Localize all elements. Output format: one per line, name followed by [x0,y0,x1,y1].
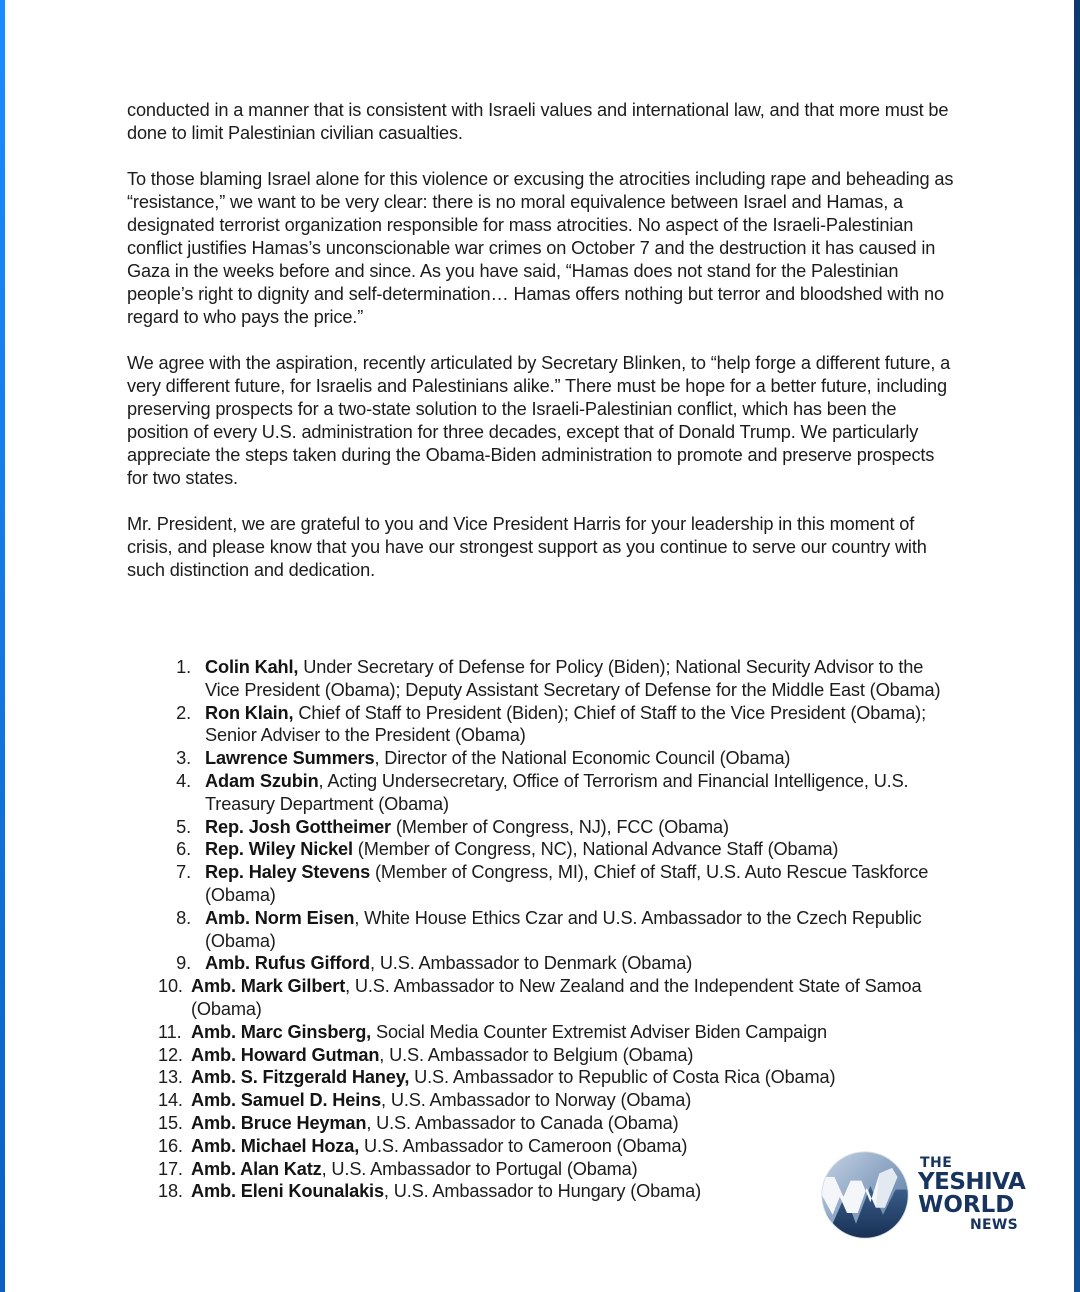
signer-description: (Member of Congress, NJ), FCC (Obama) [390,816,729,837]
item-number: 15. [158,1112,183,1133]
list-item [150,656,960,702]
list-item [150,952,960,975]
signer-description: Social Media Counter Extremist Adviser Biden Campaign [371,1021,827,1042]
right-frame-border [1074,0,1080,1292]
signer-description: , White House Ethics Czar and U.S. Ambassador to the Czech Republic (Obama) [205,907,922,951]
yeshiva-world-news-watermark [820,1150,1030,1240]
item-number: 18. [158,1181,183,1202]
signer-description: , U.S. Ambassador to New Zealand and the Independent State of Samoa (Obama) [191,976,922,1019]
list-item [150,770,960,816]
paragraph-continuation: conducted in a manner that is consistent with Israeli values and international law, and that more must be done to limit Palestinian civilian casualties. [127,100,949,143]
item-number: 13. [158,1067,183,1088]
signer-name: Lawrence Summers [205,748,375,769]
signer-name: Amb. S. Fitzgerald Haney, [191,1067,410,1088]
item-number: 5. [176,816,191,837]
list-item [150,975,960,1021]
item-number: 12. [158,1044,183,1065]
signer-name: Colin Kahl, [205,657,299,677]
signer-name: Ron Klain, [205,702,294,723]
list-item [150,816,960,839]
signer-description: (Member of Congress, NC), National Advance Staff (Obama) [352,839,839,860]
item-number: 9. [176,953,191,974]
list-item [150,838,960,861]
signer-description: , Acting Undersecretary, Office of Terrorism and Financial Intelligence, U.S. Treasury Department (Obama) [205,770,909,814]
signer-description: (Member of Congress, MI), Chief of Staff, U.S. Auto Rescue Taskforce (Obama) [205,862,929,905]
item-number: 14. [158,1090,183,1111]
signer-description: U.S. Ambassador to Cameroon (Obama) [359,1135,688,1156]
signer-description: , Director of the National Economic Council (Obama) [374,748,791,769]
signer-description: U.S. Ambassador to Republic of Costa Rica (Obama) [409,1067,836,1088]
signer-name: Rep. Haley Stevens [205,862,371,883]
signer-description: , U.S. Ambassador to Portugal (Obama) [321,1158,638,1179]
signer-name: Amb. Alan Katz [191,1158,322,1179]
item-number: 1. [176,657,191,677]
item-number: 2. [176,702,191,723]
signer-name: Amb. Mark Gilbert [191,976,346,997]
signer-description: , U.S. Ambassador to Norway (Obama) [381,1090,692,1111]
yeshiva-world-globe-icon [820,1150,910,1240]
item-number: 17. [158,1158,183,1179]
list-item [150,1021,960,1044]
list-item [150,1089,960,1112]
item-number: 6. [176,839,191,860]
signer-description: , U.S. Ambassador to Denmark (Obama) [370,953,693,974]
item-number: 3. [176,748,191,769]
list-item [150,907,960,953]
paragraph-two-state-solution: We agree with the aspiration, recently articulated by Secretary Blinken, to “help forge a different future, a very different future, for Israelis and Palestinians alike.” There must be hope for a better future, including preserving prospects for a two-state solution to the Israeli-Palestinian conflict, which has been the position of every U.S. administration for three decades, except that of Donald Trump. We particularly appreciate the steps taken during the Obama-Biden administration to promote and preserve prospects for two states. [127,353,951,488]
signer-name: Amb. Michael Hoza, [191,1135,360,1156]
item-number: 11. [158,1021,182,1042]
signer-description: Chief of Staff to President (Biden); Chief of Staff to the Vice President (Obama); Senior Adviser to the President (Obama) [205,702,926,746]
list-item [150,747,960,770]
watermark-wordmark [916,1156,1026,1232]
list-item [150,1112,960,1135]
signer-name: Rep. Josh Gottheimer [205,816,391,837]
signatories-list [150,656,960,1203]
list-item [150,861,960,907]
paragraph-moral-equivalence: To those blaming Israel alone for this violence or excusing the atrocities including rape and beheading as “resistance,” we want to be very clear: there is no moral equivalence between Israel and Hamas, a designated terrorist organization responsible for mass atrocities. No aspect of the Israeli-Palestinian conflict justifies Hamas’s unconscionable war crimes on October 7 and the destruction it has caused in Gaza in the weeks before and since. As you have said, “Hamas does not stand for the Palestinian people’s right to dignity and self-determination… Hamas offers nothing but terror and bloodshed with no regard to who pays the price.” [127,169,954,327]
item-number: 10. [158,976,183,997]
item-number: 16. [158,1135,183,1156]
list-item [150,1044,960,1067]
list-item [150,1066,960,1089]
signer-name: Amb. Norm Eisen [205,907,355,928]
paragraph-closing: Mr. President, we are grateful to you and Vice President Harris for your leadership in this moment of crisis, and please know that you have our strongest support as you continue to serve our country with such distinction and dedication. [127,514,927,580]
item-number: 8. [176,907,191,928]
signer-name: Amb. Bruce Heyman [191,1112,367,1133]
signer-description: , U.S. Ambassador to Hungary (Obama) [383,1181,701,1202]
watermark-the: THE [920,1155,953,1171]
signer-description: , U.S. Ambassador to Canada (Obama) [366,1112,679,1133]
signer-name: Amb. Howard Gutman [191,1044,380,1065]
list-item [150,702,960,748]
signer-description: , U.S. Ambassador to Belgium (Obama) [379,1044,694,1065]
left-frame-border [0,0,5,1292]
signer-name: Amb. Rufus Gifford [205,953,371,974]
signer-name: Amb. Eleni Kounalakis [191,1181,384,1202]
signer-name: Amb. Samuel D. Heins [191,1090,382,1111]
signer-name: Rep. Wiley Nickel [205,839,353,860]
signer-description: Under Secretary of Defense for Policy (Biden); National Security Advisor to the Vice President (Obama); Deputy Assistant Secretary of Defense for the Middle East (Obama) [205,657,941,700]
watermark-yeshiva: YESHIVA [918,1169,1026,1195]
item-number: 4. [176,770,191,791]
watermark-news: NEWS [970,1217,1019,1233]
watermark-world: WORLD [918,1192,1015,1218]
item-number: 7. [176,862,191,883]
signer-name: Amb. Marc Ginsberg, [191,1021,372,1042]
signer-name: Adam Szubin [205,770,319,791]
letter-body [127,99,957,605]
